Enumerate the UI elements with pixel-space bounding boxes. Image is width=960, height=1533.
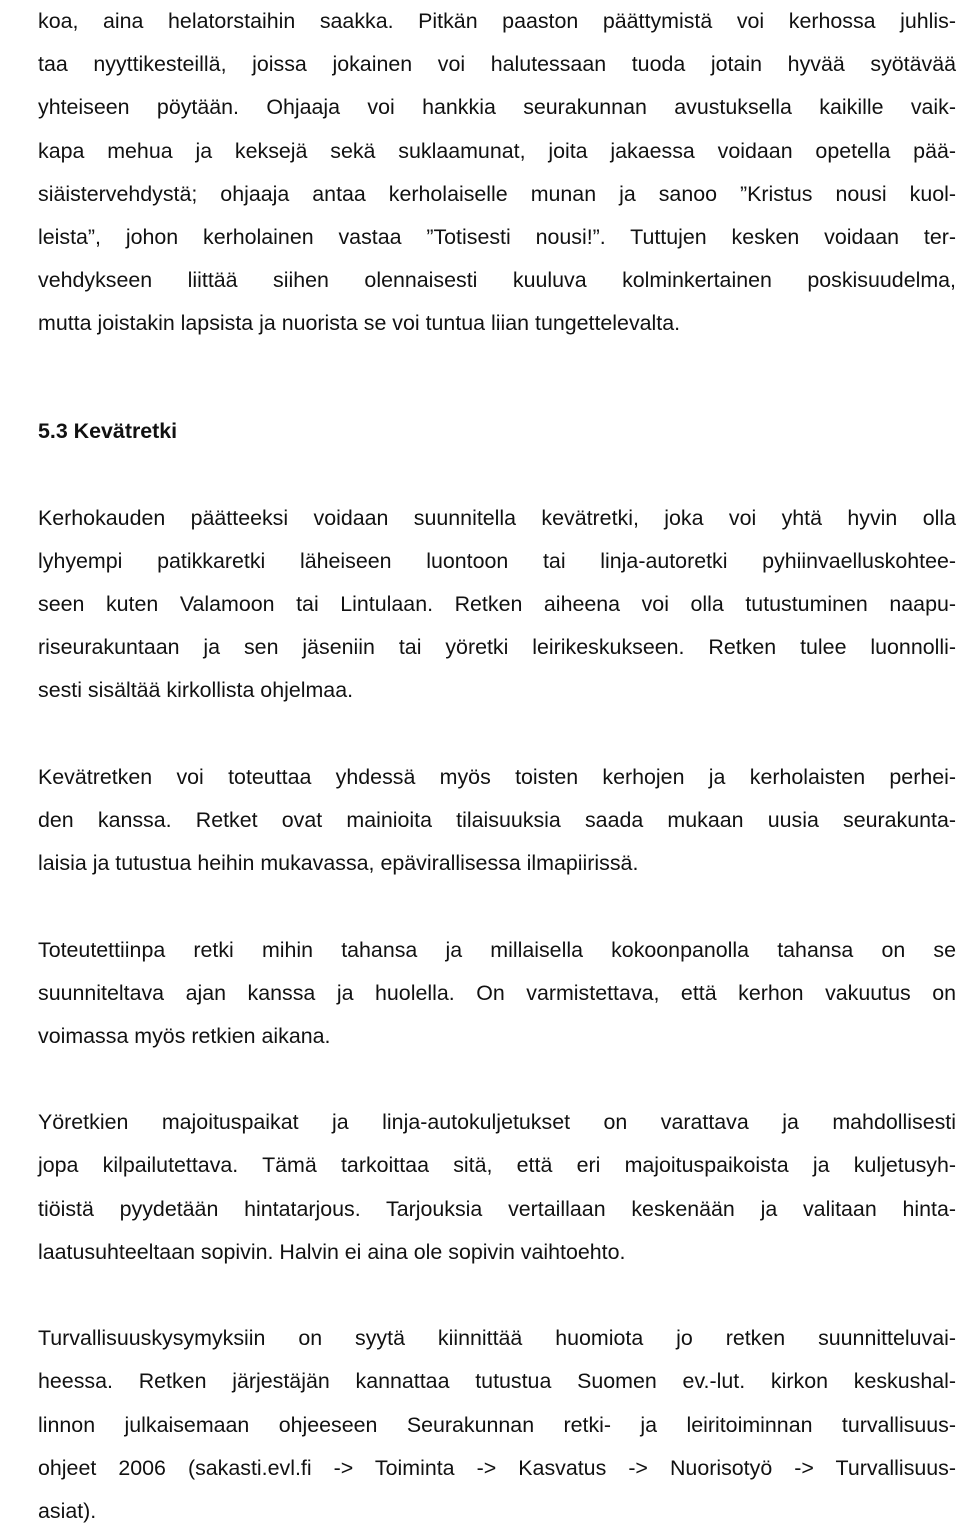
paragraph-insurance (38, 929, 956, 1059)
text-line: taa nyyttikesteillä, joissa jokainen voi halutessaan tuoda jotain hyvää syötävää (38, 52, 956, 77)
text-line: ohjeet 2006 (sakasti.evl.fi -> Toiminta -> Kasvatus -> Nuorisotyö -> Turvallisuus- (38, 1455, 956, 1480)
text-line: lyhyempi patikkaretki läheiseen luontoon tai linja-autoretki pyhiinvaelluskohtee- (38, 548, 956, 573)
spacer (38, 713, 956, 756)
spacer (38, 1274, 956, 1317)
text-line: Yöretkien majoituspaikat ja linja-autokuljetukset on varattava ja mahdollisesti (38, 1110, 956, 1135)
paragraph-intro (38, 0, 956, 346)
document-page (38, 0, 956, 1533)
text-line: sesti sisältää kirkollista ohjelmaa. (38, 678, 354, 703)
paragraph-spring-trip-planning (38, 497, 956, 713)
section-heading: 5.3 Kevätretki (38, 419, 178, 444)
text-line: riseurakuntaan ja sen jäseniin tai yöretki leirikeskukseen. Retken tulee luonnolli- (38, 635, 956, 660)
text-line: laatusuhteeltaan sopivin. Halvin ei aina ole sopivin vaihtoehto. (38, 1239, 626, 1264)
text-line: Turvallisuuskysymyksiin on syytä kiinnittää huomiota jo retken suunnitteluvai- (38, 1326, 956, 1351)
text-line: jopa kilpailutettava. Tämä tarkoittaa sitä, että eri majoituspaikoista ja kuljetusyh- (38, 1153, 956, 1178)
text-line: Kevätretken voi toteuttaa yhdessä myös toisten kerhojen ja kerholaisten perhei- (38, 764, 956, 789)
text-line: linnon julkaisemaan ohjeeseen Seurakunnan retki- ja leiritoiminnan turvallisuus- (38, 1412, 956, 1437)
text-line: voimassa myös retkien aikana. (38, 1023, 331, 1048)
spacer (38, 453, 956, 496)
text-line: den kanssa. Retket ovat mainioita tilaisuuksia saada mukaan uusia seurakunta- (38, 807, 956, 832)
text-line: yhteiseen pöytään. Ohjaaja voi hankkia seurakunnan avustuksella kaikille vaik- (38, 95, 956, 120)
text-line: vehdykseen liittää siihen olennaisesti kuuluva kolminkertainen poskisuudelma, (38, 268, 956, 293)
text-line: laisia ja tutustua heihin mukavassa, epävirallisessa ilmapiirissä. (38, 851, 639, 876)
spacer (38, 885, 956, 928)
paragraph-families (38, 756, 956, 886)
text-line: Toteutettiinpa retki mihin tahansa ja millaisella kokoonpanolla tahansa on se (38, 937, 956, 962)
text-line: leista”, johon kerholainen vastaa ”Totisesti nousi!”. Tuttujen kesken voidaan ter- (38, 224, 956, 249)
paragraph-safety (38, 1317, 956, 1533)
spacer (38, 1058, 956, 1101)
text-line: seen kuten Valamoon tai Lintulaan. Retken aiheena voi olla tutustuminen naapu- (38, 592, 956, 617)
text-line: siäistervehdystä; ohjaaja antaa kerholaiselle munan ja sanoo ”Kristus nousi kuol- (38, 181, 956, 206)
paragraph-accommodation (38, 1101, 956, 1274)
text-line: asiat). (38, 1498, 97, 1523)
text-line: Kerhokauden päätteeksi voidaan suunnitella kevätretki, joka voi yhtä hyvin olla (38, 505, 956, 530)
spacer (38, 346, 956, 411)
text-line: suunniteltava ajan kanssa ja huolella. On varmistettava, että kerhon vakuutus on (38, 980, 956, 1005)
text-line: tiöistä pyydetään hintatarjous. Tarjouksia vertaillaan keskenään ja valitaan hinta- (38, 1196, 956, 1221)
text-line: kapa mehua ja keksejä sekä suklaamunat, joita jakaessa voidaan opetella pää- (38, 138, 956, 163)
text-line: mutta joistakin lapsista ja nuorista se voi tuntua liian tungettelevalta. (38, 311, 681, 336)
text-line: heessa. Retken järjestäjän kannattaa tutustua Suomen ev.-lut. kirkon keskushal- (38, 1369, 956, 1394)
text-line: koa, aina helatorstaihin saakka. Pitkän paaston päättymistä voi kerhossa juhlis- (38, 9, 956, 33)
